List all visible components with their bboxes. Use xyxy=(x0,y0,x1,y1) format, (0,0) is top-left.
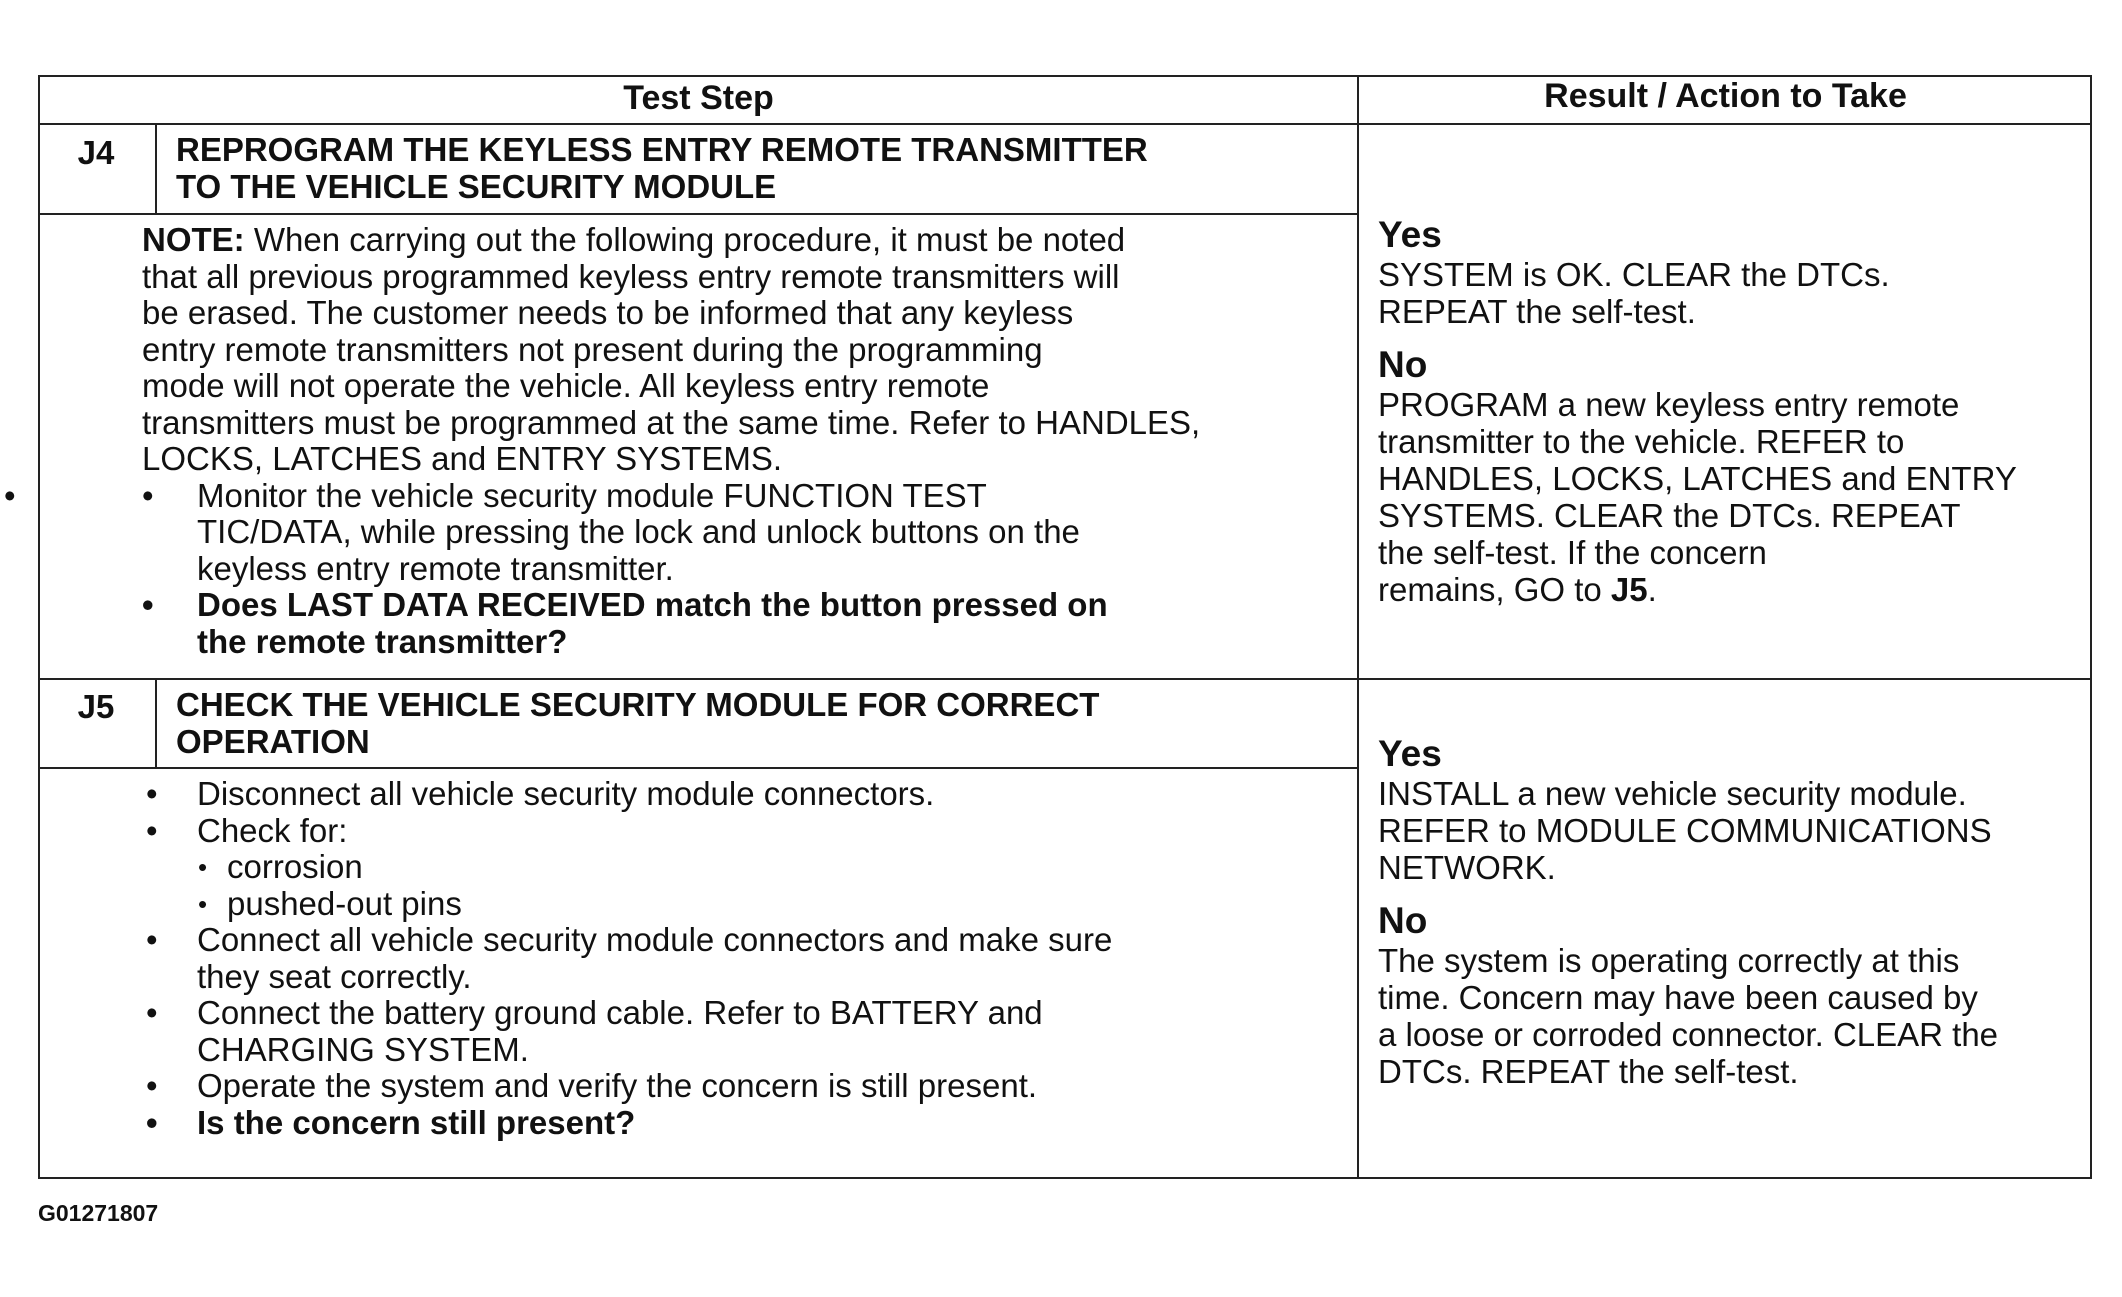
sub-item-corrosion: • corrosion xyxy=(142,849,1342,886)
note-line: that all previous programmed keyless entry remote transmitters will xyxy=(142,257,1120,295)
step-title-j4: REPROGRAM THE KEYLESS ENTRY REMOTE TRANSMITTER TO THE VEHICLE SECURITY MODULE xyxy=(176,131,1148,205)
no-label: No xyxy=(1378,900,1428,941)
figure-code: G01271807 xyxy=(38,1200,159,1226)
note-line: NOTE: When carrying out the following procedure, it must be noted xyxy=(142,221,1126,258)
j4-title-divider xyxy=(38,213,1359,215)
bullet-battery: • Connect the battery ground cable. Refer to BATTERY and CHARGING SYSTEM. xyxy=(142,995,1342,1068)
bullet-question: • Does LAST DATA RECEIVED match the button pressed on the remote transmitter? xyxy=(142,586,1108,660)
step-title-j5: CHECK THE VEHICLE SECURITY MODULE FOR CORRECT OPERATION xyxy=(176,686,1100,760)
yes-label: Yes xyxy=(1378,733,1442,774)
header-divider xyxy=(38,123,2092,125)
j5-title-divider xyxy=(38,767,1359,769)
step-id-j4: J4 xyxy=(77,134,115,171)
j4-id-divider xyxy=(155,123,157,215)
note-line: entry remote transmitters not present during the programming xyxy=(142,330,1043,368)
step-body-j5 xyxy=(142,776,1342,1141)
j5-id-divider xyxy=(155,678,157,769)
yes-label: Yes xyxy=(1378,214,1442,255)
bullet-operate: • Operate the system and verify the concern is still present. xyxy=(142,1068,1342,1105)
j4-row-divider xyxy=(38,678,2092,680)
header-test-step: Test Step xyxy=(623,79,774,117)
header-result-action: Result / Action to Take xyxy=(1544,77,1907,115)
note-line: transmitters must be programmed at the same time. Refer to HANDLES, xyxy=(142,403,1201,441)
result-j4: Yes SYSTEM is OK. CLEAR the DTCs. REPEAT the self-test. No PROGRAM a new keyless entry remote transmitter to the vehicle. REFER to HANDLES, LOCKS, LATCHES and ENTRY SYSTEMS. CLEAR the DTCs. REPEAT the self-test. If the concern remains, GO to J5. xyxy=(1378,214,2098,608)
bullet-connect: • Connect all vehicle security module connectors and make sure they seat correctly. xyxy=(142,922,1342,995)
no-label: No xyxy=(1378,344,1428,385)
bullet-check: • Check for: xyxy=(142,813,1342,850)
note-line: mode will not operate the vehicle. All keyless entry remote xyxy=(142,367,990,404)
note-line: be erased. The customer needs to be informed that any keyless xyxy=(142,294,1074,331)
bullet-monitor: • • Monitor the vehicle security module FUNCTION TEST TIC/DATA, while pressing the lock and unlock buttons on the keyless entry remote transmitter. xyxy=(0,478,1342,588)
bullet-disconnect: • Disconnect all vehicle security module connectors. xyxy=(142,776,1342,813)
note-label: NOTE: xyxy=(142,221,245,258)
note-line: LOCKS, LATCHES and ENTRY SYSTEMS. xyxy=(142,440,783,477)
sub-item-pushed-out-pins: • pushed-out pins xyxy=(142,886,1342,923)
bullet-question: • Is the concern still present? xyxy=(142,1105,1342,1142)
step-id-j5: J5 xyxy=(77,688,115,725)
step-ref-j5: J5 xyxy=(1610,571,1648,608)
column-divider xyxy=(1357,75,1359,1179)
step-body-j4 xyxy=(142,222,1342,660)
result-j5: Yes INSTALL a new vehicle security module. REFER to MODULE COMMUNICATIONS NETWORK. No The system is operating correctly at this time. Concern may have been caused by a loose or corroded connector. CLEAR the DTCs. REPEAT the self-test. xyxy=(1378,733,2098,1090)
